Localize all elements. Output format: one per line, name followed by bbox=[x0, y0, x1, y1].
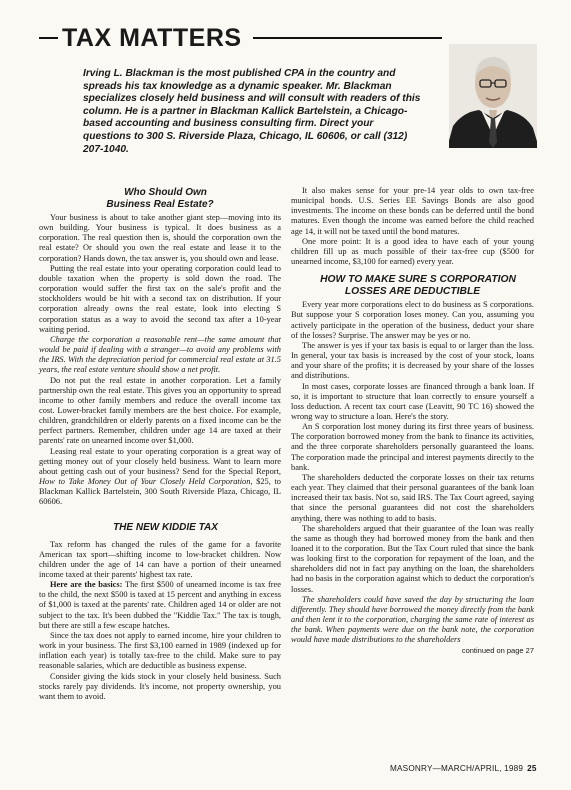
author-portrait-image bbox=[449, 44, 537, 148]
paragraph: Tax reform has changed the rules of the game for a favorite American tax sport—shifting income to low-bracket children. Now children under the age of 14 can have a portion of their unearned income taxed at their parents' highest tax rate. bbox=[39, 539, 281, 579]
paragraph: Your business is about to take another giant step—moving into its own building. Your business is typical. It does business as a corporation. The real question then is, should the corporation own the real estate? Or should you own the real estate and lease it to the corporation? Hands down, the tax answer is, you should own and lease. bbox=[39, 213, 281, 263]
paragraph: The shareholders deducted the corporate losses on their tax returns each year. They claimed that their personal guarantees of the bank loan increased their tax basis. Not so, said IRS. The Tax Court agreed, saying that since the personal guarantees did not cost the shareholders anything, there was nothing to add to basis. bbox=[291, 472, 534, 523]
paragraph: An S corporation lost money during its first three years of business. The corporation borrowed money from the bank to finance its activities, and the three corporate shareholders personally guaranteed the loans. The corporation made the principal and interest payments directly to the bank. bbox=[291, 422, 534, 472]
paragraph-italic: Charge the corporation a reasonable rent—the same amount that would be paid if dealing with a stranger—to avoid any problems with the IRS. With the depreciation period for commercial real estate at 31.5 years, the real estate venture should show a net profit. bbox=[39, 334, 281, 375]
article-heading-s-corporation: HOW TO MAKE SURE S CORPORATION LOSSES ARE DEDUCTIBLE bbox=[320, 274, 516, 298]
header-rule-left bbox=[39, 37, 58, 39]
paragraph: The shareholders argued that their guarantee of the loan was really the same as though they had borrowed money from the bank and then loaned it to the corporation. But the Tax Court ruled that since the bank was looking first to the corporation for repayment of the loan, and the shareholders did not in fact pay anything on the loan, the shareholders had no basis in the corporation against which to deduct the corporation's losses. bbox=[291, 523, 534, 594]
paragraph: Every year more corporations elect to do business as S corporations. But suppose your S corporation loses money. Can you, assuming you actively participate in the operation of the business, deduct your share of the losses? Surprise. The answer may be yes or no. bbox=[291, 300, 534, 340]
right-column bbox=[291, 186, 534, 656]
continued-note: continued on page 27 bbox=[461, 645, 534, 655]
paragraph-italic: The shareholders could have saved the day by structuring the loan differently. They should have borrowed the money directly from the bank and then lent it to the corporation, charging the same rate of interest as the bank. When payments were due on the bank note, the corporation would have made distributions to the shareholders bbox=[291, 594, 534, 645]
article-heading-kiddie-tax: THE NEW KIDDIE TAX bbox=[113, 521, 218, 533]
column-title: TAX MATTERS bbox=[62, 24, 242, 52]
paragraph: Consider giving the kids stock in your closely held business. Such stocks rarely pay dividends. It's income, not property ownership, you want them to avoid. bbox=[39, 671, 281, 701]
paragraph: Since the tax does not apply to earned income, hire your children to work in your business. The first $3,100 earned in 1989 (indexed up for inflation each year) is totally tax-free to the child. Make sure to pay reasonable salaries, which are deductible as business expense. bbox=[39, 630, 281, 671]
page-number: 25 bbox=[527, 764, 537, 773]
left-column bbox=[39, 187, 281, 702]
paragraph: It also makes sense for your pre-14 year olds to own tax-free municipal bonds. U.S. Series EE Savings Bonds are also good investments. The income on these bonds can be deferred until the bond matures. Even though the income was earned before the child reached age 14, it will not be taxed until the bond matures. bbox=[291, 186, 534, 236]
page-footer bbox=[390, 764, 537, 773]
paragraph: The answer is yes if your tax basis is equal to or larger than the loss. In general, your tax basis is increased by the cost of your stock, loans and your share of the profits; it is decreased by your share of the losses and distributions. bbox=[291, 340, 534, 381]
paragraph: Here are the basics: The first $500 of unearned income is tax free to the child, the next $500 is taxed at 15 percent and anything in excess of $1,000 is taxed at the parents' rate. Children aged 14 or older are not subject to the tax. It's been dubbed the "Kiddie Tax." The tax is tough, but there are still a few escape hatches. bbox=[39, 580, 281, 630]
author-photo bbox=[449, 44, 537, 148]
article-heading-real-estate: Who Should Own Business Real Estate? bbox=[106, 187, 214, 210]
paragraph: One more point: It is a good idea to have each of your young children fill up as much possible of their tax-free cup ($500 for unearned income, $3,100 for earned) every year. bbox=[291, 236, 534, 267]
header-rule-right bbox=[253, 37, 442, 39]
paragraph: Putting the real estate into your operating corporation could lead to double taxation when the property is sold down the road. The corporation would suffer the first tax on the sale's profit and the stockholders would be hit with a second tax on distribution. If your corporation already owns the real estate, look into electing S corporation status as a way to avoid the second tax after a 10-year waiting period. bbox=[39, 263, 281, 334]
special-report-title: How to Take Money Out of Your Closely Held Corporation, bbox=[39, 477, 253, 487]
author-intro: Irving L. Blackman is the most published CPA in the country and spreads his tax knowledge as a dynamic speaker. Mr. Blackman specializes closely held business and will consult with readers of this column. He is a partner in Blackman Kallick Bartelstein, a Chicago-based accounting and business consulting firm. Direct your questions to 300 S. Riverside Plaza, Chicago, IL 60606, or call (312) 207-1040. bbox=[83, 68, 421, 155]
publication-info: MASONRY—MARCH/APRIL, 1989 bbox=[390, 764, 524, 773]
paragraph: In most cases, corporate losses are financed through a bank loan. If so, it is important to structure that loan correctly to ensure yourself a loss deduction. A recent tax court case (Leavitt, 90 TC 16) showed the wrong way to structure a loan. Here's the story. bbox=[291, 381, 534, 421]
paragraph: Leasing real estate to your operating corporation is a great way of getting money out of your closely held business. Want to learn more about getting cash out of your business? Send for the Special Report, How to Take Money Out of Your Closely Held Corporation, $25, to Blackman Kallick Bartelstein, 300 South Riverside Plaza, Chicago, IL 60606. bbox=[39, 446, 281, 507]
paragraph: Do not put the real estate in another corporation. Let a family partnership own the real estate. This gives you an opportunity to spread income to other family members and reduce the overall income tax cost. Lower-bracket family members are the best choice. For example, children, grandchildren or elderly parents on a fixed income can be the perfect partners. Remember, children under age 14 are taxed at their parents' rate on unearned income over $1,000. bbox=[39, 375, 281, 446]
lead-in: Here are the basics: bbox=[50, 580, 123, 590]
